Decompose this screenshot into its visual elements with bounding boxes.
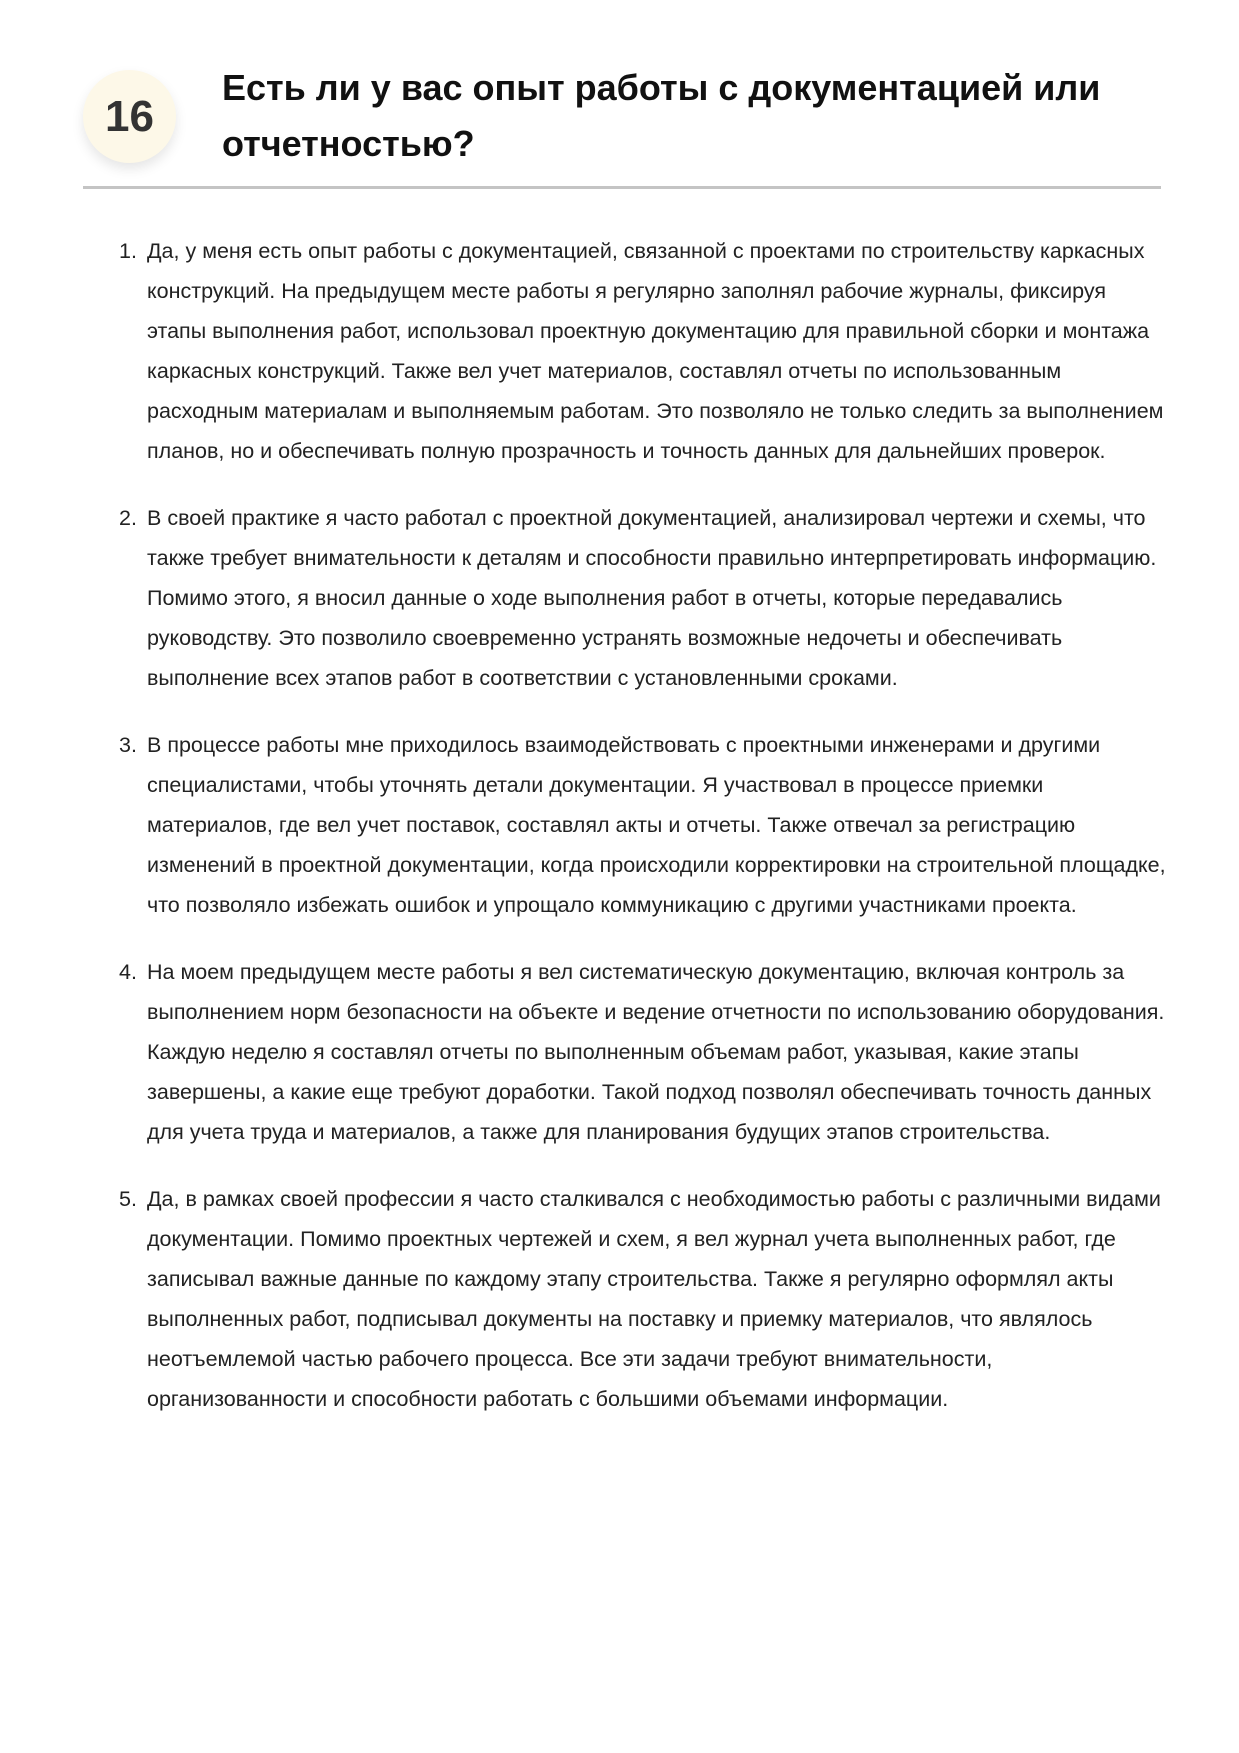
question-title: Есть ли у вас опыт работы с документацией или отчетностью? (222, 67, 1101, 164)
answer-number: 4. (119, 960, 137, 984)
answer-text: В своей практике я часто работал с проектной документацией, анализировал чертежи и схемы, что также требует внимательности к деталям и способности правильно интерпретировать информацию. Помимо этого, я вносил данные о ходе выполнения работ в отчеты, которые передавались руководству. Это позволило своевременно устранять возможные недочеты и обеспечивать выполнение всех этапов работ в соответствии с установленными сроками. (147, 506, 1157, 690)
answer-number: 5. (119, 1187, 137, 1211)
answer-item (119, 725, 1167, 925)
answer-text: Да, в рамках своей профессии я часто сталкивался с необходимостью работы с различными видами документации. Помимо проектных чертежей и схем, я вел журнал учета выполненных работ, где записывал важные данные по каждому этапу строительства. Также я регулярно оформлял акты выполненных работ, подписывал документы на поставку и приемку материалов, что являлось неотъемлемой частью рабочего процесса. Все эти задачи требуют внимательности, организованности и способности работать с большими объемами информации. (147, 1187, 1161, 1411)
answer-item (119, 498, 1167, 698)
answer-number: 2. (119, 506, 137, 530)
answer-text: В процессе работы мне приходилось взаимодействовать с проектными инженерами и другими специалистами, чтобы уточнять детали документации. Я участвовал в процессе приемки материалов, где вел учет поставок, составлял акты и отчеты. Также отвечал за регистрацию изменений в проектной документации, когда происходили корректировки на строительной площадке, что позволяло избежать ошибок и упрощало коммуникацию с другими участниками проекта. (147, 733, 1166, 917)
answer-item (119, 1179, 1167, 1419)
answer-text: Да, у меня есть опыт работы с документацией, связанной с проектами по строительству каркасных конструкций. На предыдущем месте работы я регулярно заполнял рабочие журналы, фиксируя этапы выполнения работ, использовал проектную документацию для правильной сборки и монтажа каркасных конструкций. Также вел учет материалов, составлял отчеты по использованным расходным материалам и выполняемым работам. Это позволяло не только следить за выполнением планов, но и обеспечивать полную прозрачность и точность данных для дальнейших проверок. (147, 239, 1164, 463)
answer-item (119, 231, 1167, 471)
question-header (83, 60, 1161, 188)
answer-item (119, 952, 1167, 1152)
answer-number: 3. (119, 733, 137, 757)
header-divider (83, 186, 1161, 189)
answer-text: На моем предыдущем месте работы я вел систематическую документацию, включая контроль за выполнением норм безопасности на объекте и ведение отчетности по использованию оборудования. Каждую неделю я составлял отчеты по выполненным объемам работ, указывая, какие этапы завершены, а какие еще требуют доработки. Такой подход позволял обеспечивать точность данных для учета труда и материалов, а также для планирования будущих этапов строительства. (147, 960, 1165, 1144)
answer-number: 1. (119, 239, 137, 263)
answers-list (119, 231, 1167, 1446)
question-number-badge: 16 (83, 70, 176, 163)
